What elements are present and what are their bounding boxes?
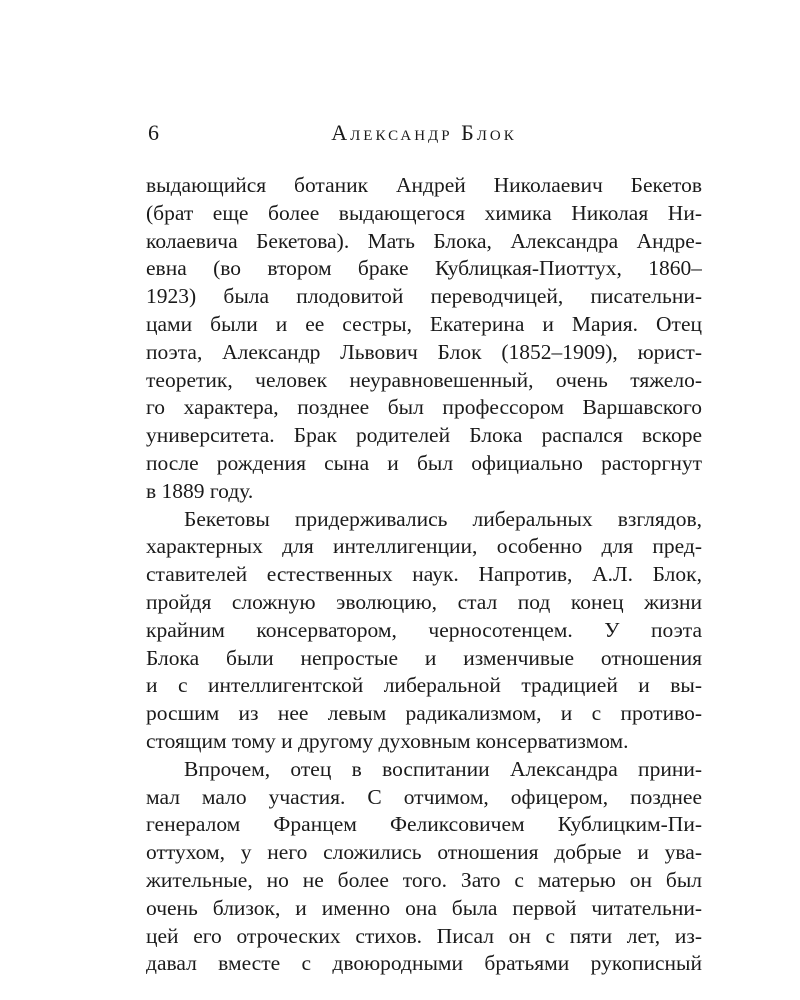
text-line: и с интеллигентской либеральной традицией и вы- bbox=[146, 673, 702, 698]
text-line: жительные, но не более того. Зато с матерью он был bbox=[146, 867, 702, 892]
text-line: цей его отроческих стихов. Писал он с пяти лет, из- bbox=[146, 923, 702, 948]
text-line: крайним консерватором, черносотенцем. У поэта bbox=[146, 617, 702, 642]
running-head bbox=[148, 118, 700, 148]
text-line: давал вместе с двоюродными братьями рукописный bbox=[146, 951, 702, 976]
text-line: университета. Брак родителей Блока распался вскоре bbox=[146, 423, 702, 448]
text-line: Бекетовы придерживались либеральных взглядов, bbox=[184, 506, 702, 531]
text-line: выдающийся ботаник Андрей Николаевич Бекетов bbox=[146, 173, 702, 197]
text-line: го характера, позднее был профессором Варшавского bbox=[146, 395, 702, 420]
text-line: (брат еще более выдающегося химика Николая Ни- bbox=[146, 200, 702, 225]
page-number: 6 bbox=[148, 120, 159, 145]
text-line: в 1889 году. bbox=[146, 478, 254, 503]
text-line: генералом Францем Феликсовичем Кублицким-Пи- bbox=[146, 812, 702, 837]
text-line: поэта, Александр Львович Блок (1852–1909), юрист- bbox=[146, 339, 702, 364]
text-line: мал мало участия. С отчимом, офицером, позднее bbox=[146, 784, 702, 809]
text-line: 1923) была плодовитой переводчицей, писательни- bbox=[146, 284, 702, 309]
text-line: стоящим тому и другому духовным консерватизмом. bbox=[146, 728, 629, 753]
text-line: оттухом, у него сложились отношения добрые и ува- bbox=[146, 840, 702, 865]
text-line: росшим из нее левым радикализмом, и с противо- bbox=[146, 701, 702, 726]
text-line: колаевича Бекетова). Мать Блока, Александра Андре- bbox=[146, 228, 702, 253]
text-line: теоретик, человек неуравновешенный, очень тяжело- bbox=[146, 367, 702, 392]
text-line: евна (во втором браке Кублицкая-Пиоттух, 1860– bbox=[146, 256, 702, 281]
text-line: после рождения сына и был официально расторгнут bbox=[146, 450, 702, 475]
text-line: пройдя сложную эволюцию, стал под конец жизни bbox=[146, 589, 702, 614]
text-line: Впрочем, отец в воспитании Александра прини- bbox=[184, 756, 702, 781]
text-line: цами были и ее сестры, Екатерина и Мария. Отец bbox=[146, 311, 702, 336]
running-title: Александр Блок bbox=[331, 120, 517, 145]
text-line: характерных для интеллигенции, особенно для пред- bbox=[146, 534, 702, 559]
body-text bbox=[146, 172, 702, 978]
text-line: очень близок, и именно она была первой читательни- bbox=[146, 895, 702, 920]
text-line: ставителей естественных наук. Напротив, А.Л. Блок, bbox=[146, 562, 702, 587]
text-line: Блока были непростые и изменчивые отношения bbox=[146, 645, 702, 670]
